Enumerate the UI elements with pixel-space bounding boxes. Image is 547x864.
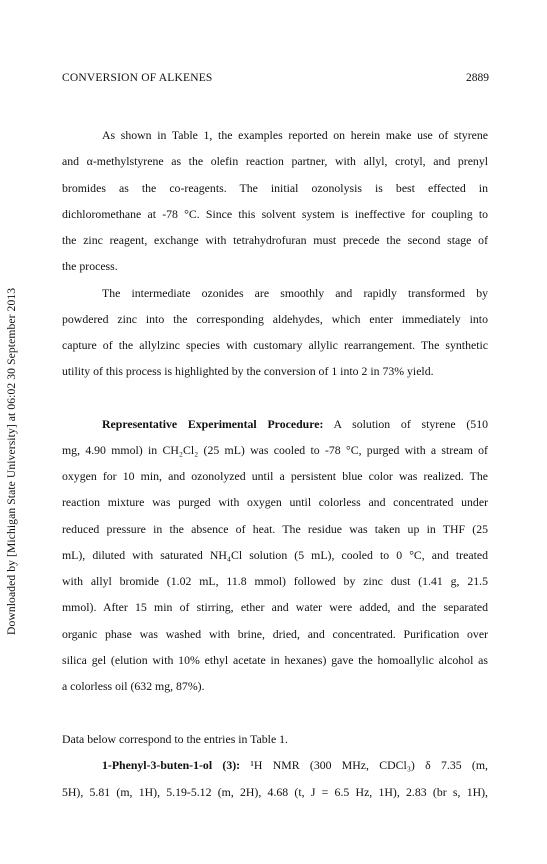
watermark-text: Downloaded by [Michigan State University] at 06:02 30 September 2013	[5, 287, 18, 635]
compound-heading-line	[102, 758, 488, 773]
paragraph-line: The intermediate ozonides are smoothly and rapidly transformed by	[102, 286, 488, 300]
paragraph-line: mmol). After 15 min of stirring, ether and water were added, and the separated	[62, 600, 488, 614]
paragraph-line: organic phase was washed with brine, dried, and concentrated. Purification over	[62, 627, 488, 641]
paragraph-line: reaction mixture was purged with oxygen until colorless and concentrated under	[62, 495, 488, 509]
paragraph-line: bromides as the co-reagents. The initial ozonolysis is best effected in	[62, 181, 488, 195]
paragraph-line: capture of the allylzinc species with customary allylic rearrangement. The synthetic	[62, 338, 488, 352]
running-title: CONVERSION OF ALKENES	[62, 72, 213, 84]
paragraph-line: As shown in Table 1, the examples reported on herein make use of styrene	[102, 128, 488, 142]
paragraph-line: the process.	[62, 259, 118, 273]
procedure-text: A solution of styrene (510	[323, 417, 488, 431]
paragraph-line: powdered zinc into the corresponding aldehydes, which enter immediately into	[62, 312, 488, 326]
paragraph-line: a colorless oil (632 mg, 87%).	[62, 679, 205, 693]
paragraph-line: oxygen for 10 min, and ozonolyzed until a persistent blue color was realized. The	[62, 469, 488, 483]
data-intro-line: Data below correspond to the entries in Table 1.	[62, 732, 288, 746]
paragraph-line: utility of this process is highlighted by the conversion of 1 into 2 in 73% yield.	[62, 364, 434, 378]
paragraph-line: dichloromethane at -78 °C. Since this solvent system is ineffective for coupling to	[62, 207, 488, 221]
procedure-heading-line	[102, 417, 488, 432]
paragraph-line: 5H), 5.81 (m, 1H), 5.19-5.12 (m, 2H), 4.68 (t, J = 6.5 Hz, 1H), 2.83 (br s, 1H),	[62, 785, 488, 799]
paragraph-line: with allyl bromide (1.02 mL, 11.8 mmol) followed by zinc dust (1.41 g, 21.5	[62, 574, 488, 588]
paragraph-line: mL), diluted with saturated NH₄Cl solution (5 mL), cooled to 0 °C, and treated	[62, 548, 488, 562]
paragraph-line: the zinc reagent, exchange with tetrahydrofuran must precede the second stage of	[62, 233, 488, 247]
paragraph-line: silica gel (elution with 10% ethyl acetate in hexanes) gave the homoallylic alcohol as	[62, 653, 488, 667]
compound-name: 1-Phenyl-3-buten-1-ol (3):	[102, 758, 241, 772]
nmr-text: ¹H NMR (300 MHz, CDCl₃) δ 7.35 (m,	[240, 758, 488, 772]
paragraph-line: and α-methylstyrene as the olefin reaction partner, with allyl, crotyl, and prenyl	[62, 154, 488, 168]
procedure-heading: Representative Experimental Procedure:	[102, 417, 324, 431]
paragraph-line: reduced pressure in the absence of heat. The residue was taken up in THF (25	[62, 522, 488, 536]
paragraph-line: mg, 4.90 mmol) in CH₂Cl₂ (25 mL) was cooled to -78 °C, purged with a stream of	[62, 443, 488, 457]
page-number: 2889	[466, 72, 489, 84]
download-watermark	[4, 240, 22, 640]
